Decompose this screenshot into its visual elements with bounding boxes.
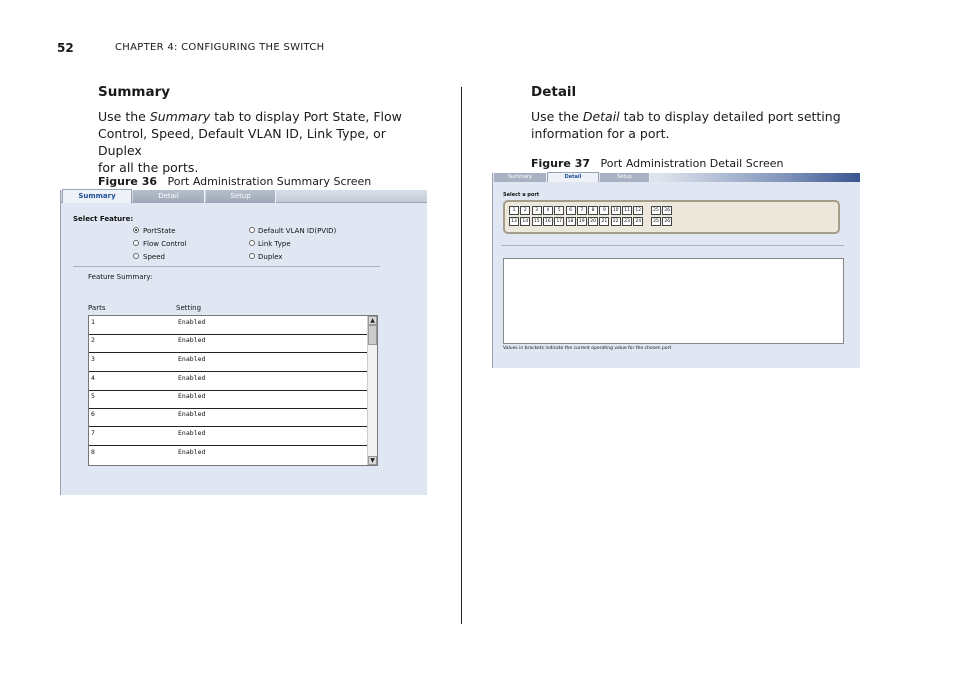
port-button[interactable]: 17 — [554, 217, 564, 226]
port-cell: 5 — [91, 392, 95, 400]
setting-cell: Enabled — [178, 429, 206, 437]
setting-cell: Enabled — [178, 318, 206, 326]
table-row[interactable] — [89, 334, 367, 353]
table-row[interactable] — [89, 427, 367, 446]
summary-separator — [73, 266, 380, 267]
summary-paragraph — [98, 108, 428, 176]
port-selector-panel — [503, 200, 840, 234]
port-button[interactable]: 9 — [599, 206, 609, 215]
column-divider — [461, 87, 462, 624]
summary-heading: Summary — [98, 84, 171, 100]
port-cell: 1 — [91, 318, 95, 326]
figure-37-caption — [531, 157, 784, 170]
radio-flow-control[interactable] — [133, 240, 139, 246]
select-port-label: Select a port — [503, 192, 540, 198]
chapter-title: CHAPTER 4: CONFIGURING THE SWITCH — [115, 42, 325, 53]
port-button[interactable]: 10 — [611, 206, 621, 215]
col-ports-header: Parts — [88, 304, 106, 312]
scroll-up-arrow-icon[interactable]: ▲ — [368, 316, 377, 325]
detail-screen — [492, 173, 860, 368]
port-button[interactable]: 7 — [577, 206, 587, 215]
detail-heading: Detail — [531, 84, 577, 100]
detail-text-start: Use the — [531, 109, 583, 124]
port-button[interactable]: 21 — [599, 217, 609, 226]
detail-text-emphasis: Detail — [582, 109, 620, 124]
port-cell: 6 — [91, 410, 95, 418]
option-portstate-label: PortState — [143, 227, 176, 235]
table-row[interactable] — [89, 446, 367, 465]
radio-default-vlan[interactable] — [249, 227, 255, 233]
detail-screen-tabbar — [493, 173, 860, 182]
uplink-port-button[interactable]: 25 — [651, 206, 661, 215]
figure-37-title: Port Administration Detail Screen — [600, 157, 784, 170]
detail-separator — [501, 245, 844, 246]
summary-text-line3: for all the ports. — [98, 160, 199, 175]
tab-setup[interactable]: Setup — [206, 190, 276, 203]
page-number: 52 — [57, 41, 74, 55]
port-button[interactable]: 13 — [509, 217, 519, 226]
port-button[interactable]: 8 — [588, 206, 598, 215]
setting-cell: Enabled — [178, 392, 206, 400]
tab-detail[interactable]: Detail — [547, 172, 599, 182]
port-cell: 8 — [91, 448, 95, 456]
port-button[interactable]: 16 — [543, 217, 553, 226]
summary-text-line2: Control, Speed, Default VLAN ID, Link Type, or Duplex — [98, 126, 386, 158]
port-button[interactable]: 6 — [566, 206, 576, 215]
port-button[interactable]: 4 — [543, 206, 553, 215]
scroll-thumb[interactable] — [368, 325, 377, 345]
port-button[interactable]: 5 — [554, 206, 564, 215]
figure-36-label: Figure 36 — [98, 175, 158, 188]
radio-portstate[interactable] — [133, 227, 139, 233]
port-detail-box — [503, 258, 844, 344]
setting-cell: Enabled — [178, 374, 206, 382]
port-button[interactable]: 11 — [622, 206, 632, 215]
port-cell: 4 — [91, 374, 95, 382]
figure-36-title: Port Administration Summary Screen — [167, 175, 372, 188]
option-duplex-label: Duplex — [258, 253, 283, 261]
summary-text-start: Use the — [98, 109, 150, 124]
port-button[interactable]: 14 — [520, 217, 530, 226]
radio-duplex[interactable] — [249, 253, 255, 259]
table-row[interactable] — [89, 408, 367, 427]
figure-36-caption — [98, 175, 371, 188]
tab-summary[interactable]: Summary — [62, 189, 132, 203]
radio-speed[interactable] — [133, 253, 139, 259]
uplink-port-button[interactable]: 26 — [662, 217, 672, 226]
summary-screen — [60, 190, 427, 495]
setting-cell: Enabled — [178, 336, 206, 344]
radio-link-type[interactable] — [249, 240, 255, 246]
feature-summary-label: Feature Summary: — [88, 273, 153, 281]
port-button[interactable]: 3 — [532, 206, 542, 215]
figure-37-label: Figure 37 — [531, 157, 591, 170]
port-summary-table[interactable] — [88, 315, 378, 466]
setting-cell: Enabled — [178, 355, 206, 363]
table-scrollbar[interactable] — [367, 316, 377, 465]
uplink-port-button[interactable]: 26 — [662, 206, 672, 215]
table-row[interactable] — [89, 390, 367, 409]
port-button[interactable]: 24 — [633, 217, 643, 226]
port-button[interactable]: 15 — [532, 217, 542, 226]
scroll-down-arrow-icon[interactable]: ▼ — [368, 456, 377, 465]
port-cell: 2 — [91, 336, 95, 344]
port-button[interactable]: 2 — [520, 206, 530, 215]
col-setting-header: Setting — [176, 304, 202, 312]
option-default-vlan-label: Default VLAN ID(PVID) — [258, 227, 337, 235]
port-button[interactable]: 1 — [509, 206, 519, 215]
summary-screen-tabbar — [61, 190, 427, 203]
option-link-type-label: Link Type — [258, 240, 291, 248]
port-button[interactable]: 23 — [622, 217, 632, 226]
tab-summary[interactable]: Summary — [494, 173, 547, 182]
detail-paragraph — [531, 108, 861, 142]
option-flow-control-label: Flow Control — [143, 240, 187, 248]
port-button[interactable]: 22 — [611, 217, 621, 226]
summary-text-emphasis: Summary — [149, 109, 211, 124]
detail-text-line2: information for a port. — [531, 126, 670, 141]
port-button[interactable]: 12 — [633, 206, 643, 215]
port-button[interactable]: 18 — [566, 217, 576, 226]
setting-cell: Enabled — [178, 410, 206, 418]
setting-cell: Enabled — [178, 448, 206, 456]
tab-detail[interactable]: Detail — [133, 190, 205, 203]
port-button[interactable]: 20 — [588, 217, 598, 226]
option-speed-label: Speed — [143, 253, 165, 261]
summary-text-line1: tab to display Port State, Flow — [210, 109, 402, 124]
uplink-port-button[interactable]: 25 — [651, 217, 661, 226]
port-cell: 7 — [91, 429, 95, 437]
brackets-note: Values in brackets indicate the current operating value for the chosen port — [503, 346, 672, 351]
table-row[interactable] — [89, 353, 367, 372]
port-cell: 3 — [91, 355, 95, 363]
tab-setup[interactable]: Setup — [600, 173, 650, 182]
detail-text-line1: tab to display detailed port setting — [619, 109, 841, 124]
table-row[interactable] — [89, 316, 367, 335]
port-button[interactable]: 19 — [577, 217, 587, 226]
select-feature-label: Select Feature: — [73, 215, 134, 223]
table-row[interactable] — [89, 372, 367, 391]
